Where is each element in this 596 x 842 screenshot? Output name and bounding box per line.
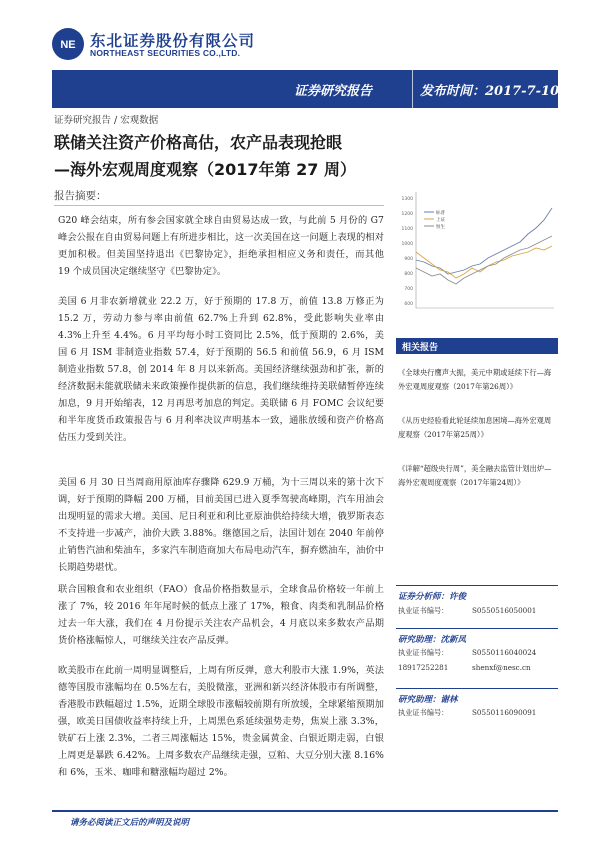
market-thumbnail-chart [396, 188, 558, 320]
abstract-paragraph: 美国 6 月非农新增就业 22.2 万，好于预期的 17.8 万，前值 13.8 万修正为 15.2 万，劳动力参与率由前值 62.7%上升到 62.8%，受此影响失业率由 4.3%上升至 4.4%。6 月平均每小时工资同比 2.5%，低于预期的 2.6%，美国 6 月 ISM 非制造业指数 57.4，好于预期的 56.5 和前值 56.9，6 月 ISM 制造业指数 57.8，创 2014 年 8 月以来新高。美国经济继续强劲和扩张，新的经济数据未能就联储未来政策操作提供新的信息，我们继续维持美联储暂停连续加息，9 月开始缩表，12 月再思考加息的判定。美联储 6 月 FOMC 会议纪要和半年度货币政策报告与 6 月利率决议声明基本一致，通胀放缓和资产价格高估压力受到关注。 [58, 296, 384, 443]
abstract-paragraph: 欧美股市在此前一周明显调整后，上周有所反弹，意大利股市大涨 1.9%，英法德等国股市涨幅均在 0.5%左右，美股微涨，亚洲和新兴经济体股市有所调整，香港股市跌幅超过 1.5%，近期全球股市涨幅较前期有所放缓，全球紧缩预期加强，欧美日国债收益率持续上升，上周黑色系延续强势走势，焦炭上涨 3.3%，铁矿石上涨 2.3%，二者三周涨幅达 15%，贵金属黄金、白银近期走弱，白银上周更是暴跌 6.42%。上周多数农产品继续走强，豆粕、大豆分别大涨 8.16%和 6%，玉米、咖啡和糖涨幅均超过 2%。 [58, 665, 384, 778]
analyst-divider [396, 688, 558, 689]
header-divider [412, 70, 413, 108]
related-report-link[interactable]: 《详解“超级央行周”，美全融去监管计划出炉—海外宏观周度观察（2017年第24周）》 [398, 464, 552, 487]
abstract-heading: 报告摘要： [54, 190, 107, 202]
chart-ytick: 900 [404, 257, 413, 262]
analyst-divider [396, 628, 558, 629]
analyst-license: 执业证书编号： S0550516050001 [398, 606, 537, 615]
report-subtitle: —海外宏观周度观察（2017年第 27 周） [54, 160, 356, 179]
chart-legend-label: 恒生 [436, 225, 445, 230]
publish-date: 发布时间：2017-7-10 [420, 84, 560, 99]
chart-legend-label: 上证 [436, 218, 445, 223]
chart-ytick: 1200 [401, 212, 413, 217]
chart-ytick: 1100 [401, 227, 413, 232]
report-title: 联储关注资产价格高估，农产品表现抢眼 [54, 133, 343, 152]
related-report-link[interactable]: 《全球央行鹰声大振，美元中期或延续下行—海外宏观周度观察（2017年第26周）》 [398, 368, 552, 391]
company-logo [52, 26, 292, 62]
chart-ytick: 700 [404, 287, 413, 292]
logo-emblem-icon [52, 28, 84, 60]
report-header-bar [52, 70, 558, 108]
chart-ytick: 1300 [401, 197, 413, 202]
chart-ytick: 1000 [401, 242, 413, 247]
analyst-email: shenxf@nesc.cn [472, 663, 531, 672]
chart-ytick: 800 [404, 272, 413, 277]
chart-legend-label: 标普 [436, 211, 445, 216]
report-type: 证券研究报告 [294, 84, 373, 99]
analyst-license: 执业证书编号： S0550116090091 [398, 708, 537, 717]
abstract-paragraph: 美国 6 月 30 日当周商用原油库存骤降 629.9 万桶，为十三周以来的第十次下调，好于预期的降幅 200 万桶，目前美国已进入夏季驾驶高峰期，汽车用油会出现明显的需求大增。美国、尼日利亚和利比亚原油供给持续大增，俄罗斯表态不支持进一步减产，油价大跌 3.88%。继德国之后，法国计划在 2040 年前停止销售汽油和柴油车，多家汽车制造商加大布局电动汽车，摒弃燃油车，油价中长期趋势堪忧。 [58, 477, 384, 573]
related-reports-header [396, 338, 558, 354]
chart-ytick: 600 [404, 302, 413, 307]
related-report-link[interactable]: 《从历史经验看此轮延续加息困境—海外宏观周度观察（2017年第25周）》 [398, 416, 552, 439]
footer-disclaimer: 请务必阅读正文后的声明及说明 [70, 818, 190, 828]
analyst-divider [396, 585, 558, 586]
footer-divider [52, 810, 558, 812]
breadcrumb: 证券研究报告 / 宏观数据 [54, 115, 159, 126]
company-name-cn: 东北证券股份有限公司 [90, 32, 256, 50]
analyst-license: 执业证书编号： S0550116040024 [398, 648, 537, 657]
related-reports-title: 相关报告 [402, 343, 439, 353]
analyst-name: 研究助理：谢林 [398, 695, 458, 705]
company-name-en: NORTHEAST SECURITIES CO.,LTD. [90, 48, 241, 58]
svg-text:NE: NE [60, 39, 76, 51]
abstract-divider [54, 205, 384, 206]
abstract-paragraph: G20 峰会结束，所有参会国家就全球自由贸易达成一致，与此前 5 月份的 G7 峰会公报在自由贸易问题上有所进步相比，这一次美国在这一问题上表现的相对更加积极。但美国坚持退出《巴黎协定》，拒绝承担相应义务和责任，而其他 19 个成员国决定继续坚守《巴黎协定》。 [58, 215, 384, 277]
analyst-contact: 18917252281 shenxf@nesc.cn [398, 663, 531, 672]
analyst-name: 证券分析师：许俊 [398, 592, 467, 602]
analyst-name: 研究助理：沈新凤 [398, 635, 467, 645]
abstract-paragraph: 联合国粮食和农业组织（FAO）食品价格指数显示，全球食品价格较一年前上涨了 7%，较 2016 年年尾时候的低点上涨了 17%，粮食、肉类和乳制品价格过去一年大涨，我们在 4 月份提示关注农产品机会，4 月底以来多数农产品期货价格涨幅惊人，可继续关注农产品反弹。 [58, 584, 384, 646]
